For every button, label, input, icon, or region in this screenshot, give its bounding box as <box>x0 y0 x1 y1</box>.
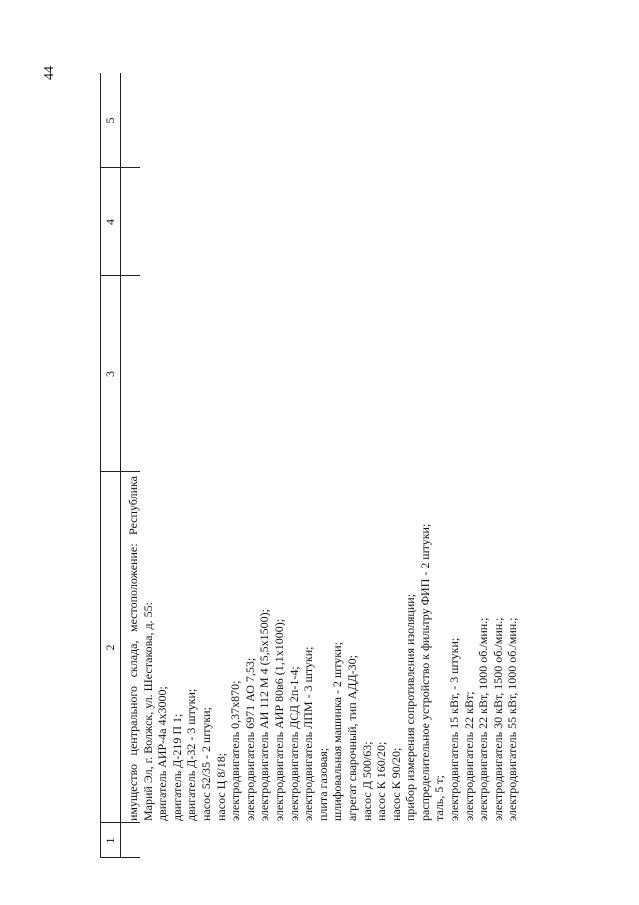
column-header: 5 <box>103 117 117 124</box>
text-line: электродвигатель 0,37х870; <box>228 680 243 821</box>
word: склада, <box>126 640 140 678</box>
column-header: 2 <box>103 644 117 651</box>
text-line: двигатель АИР-4а 4х3000; <box>155 686 170 821</box>
text-line: Марий Эл, г. Волжск, ул. Шестакова, д. 55: <box>140 602 155 821</box>
column-header: 4 <box>103 219 117 225</box>
description-first-line <box>126 476 141 821</box>
text-line: таль, 5 т; <box>432 775 447 821</box>
text-line: электродвигатель ДСД 2п-1-4; <box>286 666 301 821</box>
column-header: 1 <box>103 837 117 844</box>
word: Республика <box>126 476 140 535</box>
text-line: электродвигатель 55 кВт, 1000 об./мин.; <box>505 617 520 821</box>
text-line: прибор измерения сопротивления изоляции; <box>403 593 418 821</box>
text-line: насос Ц 8/18; <box>213 752 228 821</box>
page-number: 44 <box>42 66 57 80</box>
text-line: насос 52/35 - 2 штуки; <box>198 707 213 821</box>
text-line: плита газовая; <box>315 747 330 821</box>
text-line: электродвигатель 22 кВт, 1000 об./мин.; <box>476 617 491 821</box>
text-line: электродвигатель 30 кВт, 1500 об./мин.; <box>490 617 505 821</box>
text-line: двигатель Д-32 - 3 штуки; <box>184 688 199 821</box>
text-line: двигатель Д-219 П 1; <box>169 713 184 821</box>
text-line: агрегат сварочный, тип АДД-30; <box>344 654 359 821</box>
table-cell-description <box>126 476 520 821</box>
text-line: насос Д 500/63; <box>359 741 374 821</box>
text-line: насос К 90/20; <box>388 747 403 821</box>
text-line: электродвигатель АИР 80в6 (1,1х1000); <box>271 618 286 821</box>
text-line: электродвигатель 22 кВт; <box>461 691 476 821</box>
rotated-table <box>100 73 540 858</box>
word: имущество <box>126 763 140 821</box>
text-line: шлифовальная машинка - 2 штуки; <box>330 642 345 821</box>
header-row-border <box>120 73 121 858</box>
column-header: 3 <box>103 371 117 377</box>
text-line: электродвигатель ЛПМ - 3 штуки; <box>301 646 316 821</box>
text-line: распределительное устройство к фильтру ФИП - 2 штуки; <box>417 523 432 821</box>
word: центрального <box>126 685 140 756</box>
text-line: электродвигатель АИ 112 М 4 (5,5х1500); <box>257 608 272 821</box>
word: местоположение: <box>126 543 140 632</box>
text-line: электродвигатель 6971 АО 7,53; <box>242 657 257 821</box>
text-line: насос К 160/20; <box>374 741 389 821</box>
text-line: электродвигатель 15 кВт, - 3 штуки; <box>447 637 462 821</box>
